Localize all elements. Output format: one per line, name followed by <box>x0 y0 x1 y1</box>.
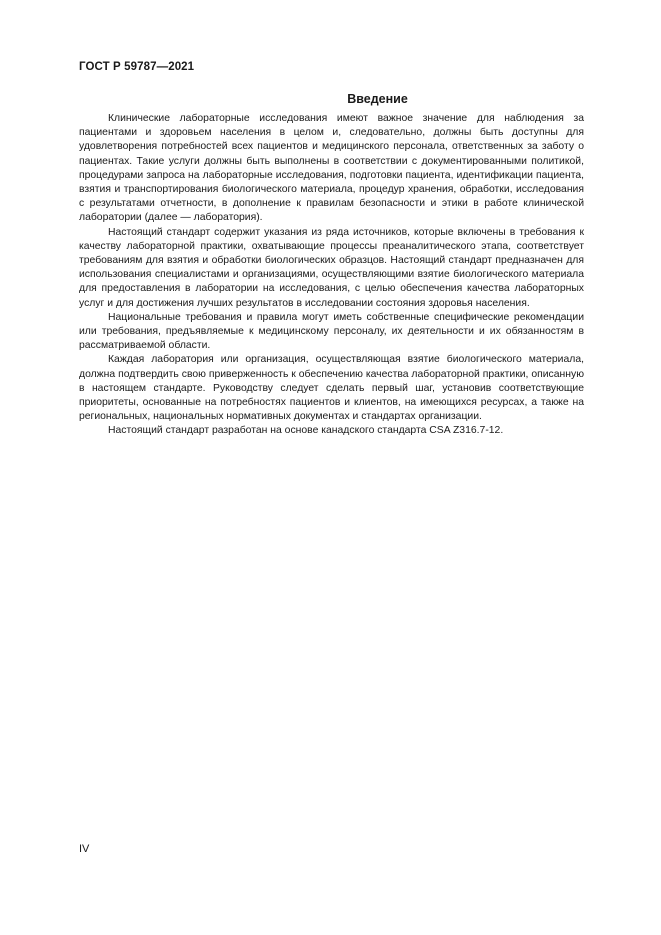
document-code: ГОСТ Р 59787—2021 <box>79 61 195 73</box>
paragraph-sources: Настоящий стандарт содержит указания из ряда источников, которые включены в требования к качеству лабораторной практики, охватывающие процессы преаналитического этапа, соответствует требованиям для взятия и обработки биологических образцов. Настоящий стандарт предназначен для использования специалистами и организациями, осуществляющими взятие биологического материала для предоставления в лаборатории на исследования, с целью обеспечения качества лабораторных услуг и для достижения лучших результатов в исследовании состояния здоровья населения. <box>79 226 584 309</box>
paragraph-basis-standard: Настоящий стандарт разработан на основе канадского стандарта CSA Z316.7-12. <box>108 425 504 437</box>
section-title: Введение <box>347 92 408 106</box>
paragraph-national-requirements: Национальные требования и правила могут иметь собственные специфические рекомендации или требования, предъявляемые к медицинскому персоналу, их деятельности и их обязанностям в рассматриваемой области. <box>79 311 584 352</box>
page-number: IV <box>79 843 90 855</box>
paragraph-commitment: Каждая лаборатория или организация, осуществляющая взятие биологического материала, должна подтвердить свою приверженность к обеспечению качества лабораторной практики, описанную в настоящем стандарте. Руководству следует сделать первый шаг, установив соответствующие приоритеты, основанные на потребностях пациентов и клиентов, на имеющихся ресурсах, а также на региональных, национальных нормативных документах и стандартах организации. <box>79 354 584 423</box>
document-body <box>79 112 584 439</box>
paragraph-intro: Клинические лабораторные исследования имеют важное значение для наблюдения за пациентами и здоровьем населения в целом и, следовательно, должны быть доступны для удовлетворения потребностей всех пациентов и медицинского персонала, ответственных за заботу о пациентах. Такие услуги должны быть выполнены в соответствии с документированными политикой, процедурами запроса на лабораторные исследования, подготовки пациента, идентификации пациента, взятия и транспортирования биологического материала, процедур хранения, обработки, исследования с результатами отчетности, в дополнение к правилам безопасности и этики в работе клинической лаборатории (далее — лаборатория). <box>79 113 584 224</box>
